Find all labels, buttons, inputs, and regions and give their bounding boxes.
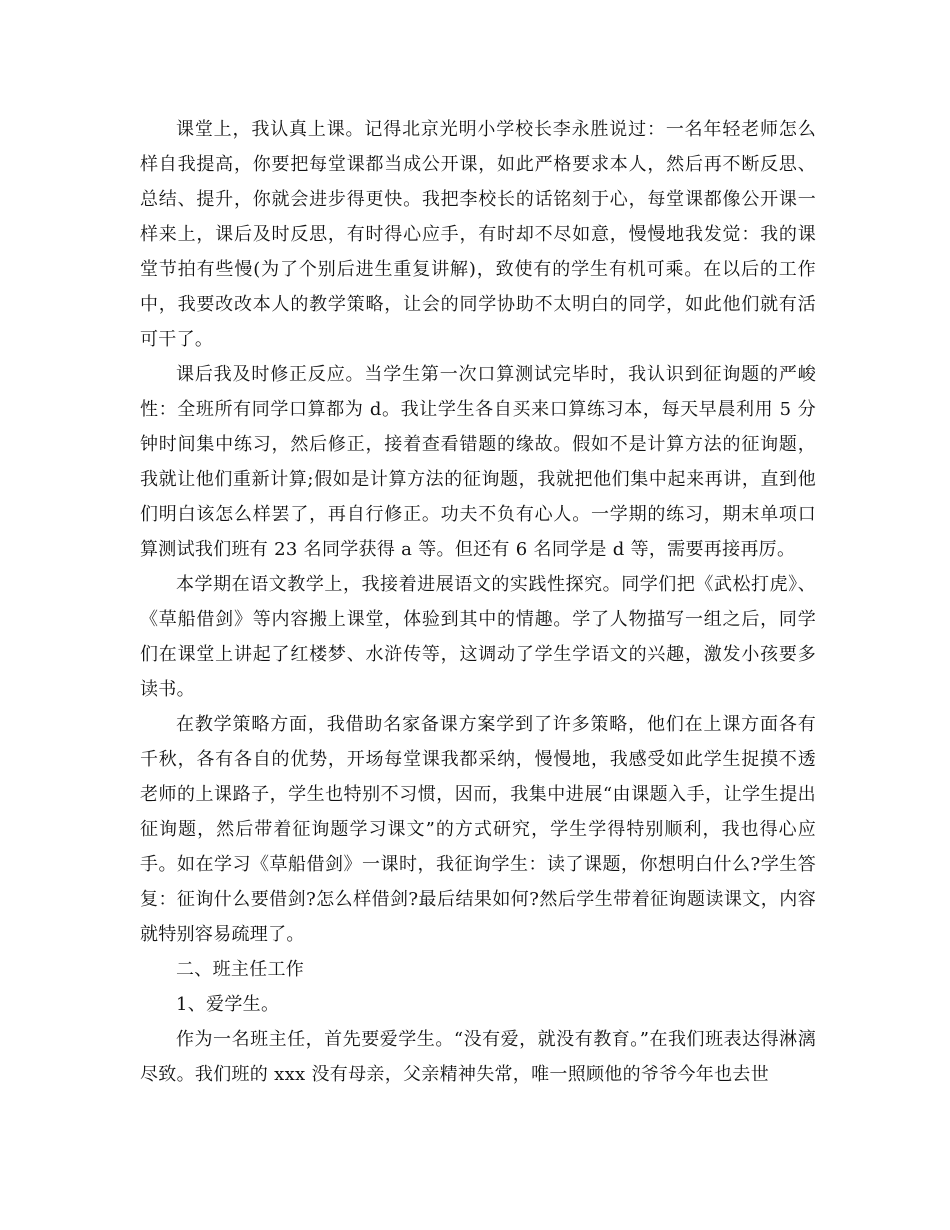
section-heading: 二、班主任工作 [176, 959, 305, 980]
paragraph-after-class-correction: 课后我及时修正反应。当学生第一次口算测试完毕时，我认识到征询题的严峻性：全班所有同学口算都为 d。我让学生各自买来口算练习本，每天早晨利用 5 分钟时间集中练习，然后修正，接着查看错题的缘故。假如不是计算方法的征询题，我就让他们重新计算;假如是计算方法的征询题，我就把他们集中起来再讲，直到他们明白该怎么样罢了，再自行修正。功夫不负有心人。一学期的练习，期末单项口算测试我们班有 23 名同学获得 a 等。但还有 6 名同学是 d 等，需要再接再厉。 [140, 364, 816, 560]
paragraph-chinese-teaching: 本学期在语文教学上，我接着进展语文的实践性探究。同学们把《武松打虎》、《草船借剑》等内容搬上课堂，体验到其中的情趣。学了人物描写一组之后，同学们在课堂上讲起了红楼梦、水浒传等，这调动了学生学语文的兴趣，激发小孩要多读书。 [140, 574, 816, 700]
paragraph-teaching-strategy: 在教学策略方面，我借助名家备课方案学到了许多策略，他们在上课方面各有千秋，各有各自的优势，开场每堂课我都采纳，慢慢地，我感受如此学生捉摸不透老师的上课路子，学生也特别不习惯，因而，我集中进展“由课题入手，让学生提出征询题，然后带着征询题学习课文”的方式研究，学生学得特别顺利，我也得心应手。如在学习《草船借剑》一课时，我征询学生：读了课题，你想明白什么?学生答复：征询什么要借剑?怎么样借剑?最后结果如何?然后学生带着征询题读课文，内容就特别容易疏理了。 [140, 714, 816, 945]
paragraph-classroom-teaching: 课堂上，我认真上课。记得北京光明小学校长李永胜说过：一名年轻老师怎么样自我提高，你要把每堂课都当成公开课，如此严格要求本人，然后再不断反思、总结、提升，你就会进步得更快。我把李校长的话铭刻于心，每堂课都像公开课一样来上，课后及时反思，有时得心应手，有时却不尽如意，慢慢地我发觉：我的课堂节拍有些慢(为了个别后进生重复讲解)，致使有的学生有机可乘。在以后的工作中，我要改改本人的教学策略，让会的同学协助不太明白的同学，如此他们就有活可干了。 [140, 119, 816, 350]
paragraph-love-students: 作为一名班主任，首先要爱学生。“没有爱，就没有教育。”在我们班表达得淋漓尽致。我们班的 xxx 没有母亲，父亲精神失常，唯一照顾他的爷爷今年也去世 [140, 1029, 816, 1085]
document-body [140, 112, 816, 1092]
sub-heading: 1、爱学生。 [176, 994, 280, 1015]
